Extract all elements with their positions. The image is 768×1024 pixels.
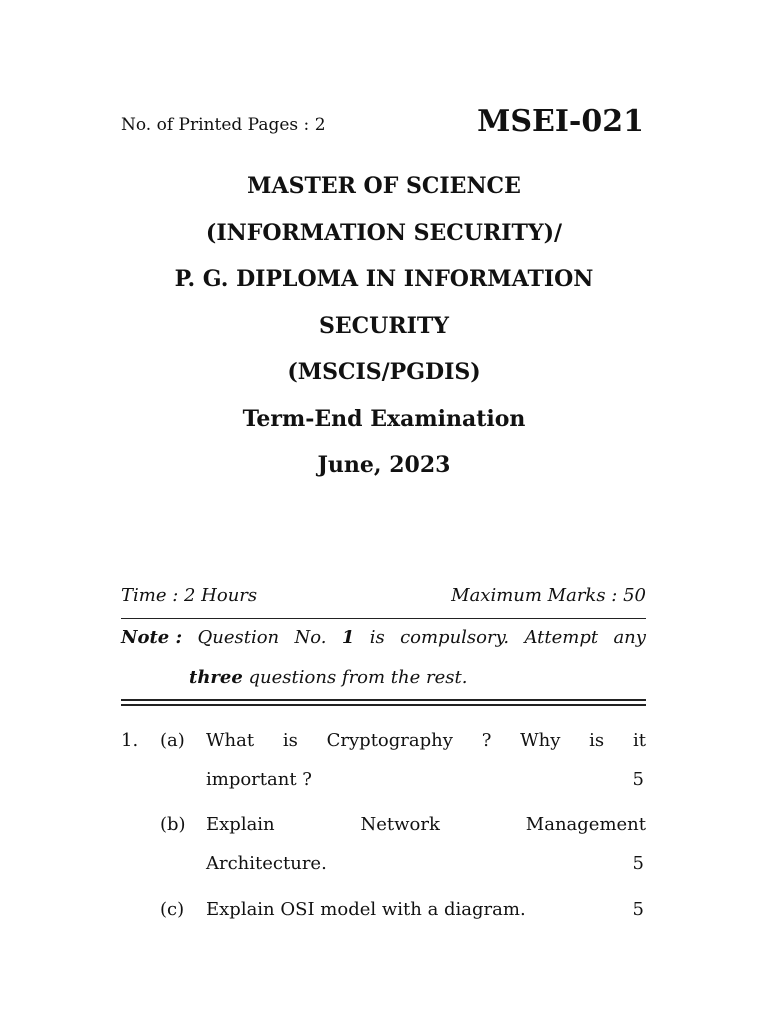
note-word: No. [294,627,327,648]
subquestion-b-line-2: Architecture. [206,853,327,874]
divider-line [121,618,646,619]
title-line-6: Term-End Examination [242,405,526,432]
subquestion-a-line-2: important ? [206,769,312,790]
q-word: Explain [206,814,275,835]
double-rule-bottom [121,704,646,706]
subquestion-b-line-1 [206,814,646,835]
q-word: Cryptography [326,730,453,751]
title-line-7: June, 2023 [317,452,451,478]
exam-meta-row [121,585,646,606]
note-word: 1 [341,627,355,648]
title-line-1: MASTER OF SCIENCE [247,173,521,199]
title-line-5: (MSCIS/PGDIS) [287,359,481,385]
q-word: is [282,730,298,751]
paper-code: MSEI-021 [477,104,644,139]
title-line-3: P. G. DIPLOMA IN INFORMATION [174,266,594,292]
note-line-1 [121,627,646,663]
q-word: it [632,730,646,751]
note-word: Attempt [524,627,599,648]
q-word: Management [525,814,646,835]
subquestion-a-line-1 [206,730,646,751]
note-word: compulsory. [400,627,510,648]
title-line-4: SECURITY [318,312,449,339]
note-label: Note : [121,627,183,648]
note-word: is [369,627,385,648]
double-rule-top [121,699,646,701]
question-number: 1. [121,730,139,751]
note-line-2 [121,667,646,688]
subquestion-label-c: (c) [160,899,185,920]
subquestion-label-b: (b) [160,814,186,835]
note-word: Question [197,627,280,648]
exam-time: Time : 2 Hours [121,585,258,606]
q-word: ? [481,730,492,751]
exam-note [121,627,646,688]
q-word: is [589,730,605,751]
subquestion-label-a: (a) [160,730,185,751]
marks-b: 5 [632,853,644,874]
marks-a: 5 [632,769,644,790]
subquestion-c-line-1: Explain OSI model with a diagram. [206,899,526,920]
exam-max-marks: Maximum Marks : 50 [451,585,646,606]
exam-title-block [0,168,768,494]
q-word: What [206,730,255,751]
note-bold-three: three [189,667,243,688]
title-line-2: (INFORMATION SECURITY)/ [205,219,563,246]
note-rest: questions from the rest. [248,667,468,688]
q-word: Network [360,814,440,835]
note-word: any [613,627,646,648]
printed-pages-count: No. of Printed Pages : 2 [121,115,326,135]
q-word: Why [520,730,561,751]
marks-c: 5 [632,899,644,920]
